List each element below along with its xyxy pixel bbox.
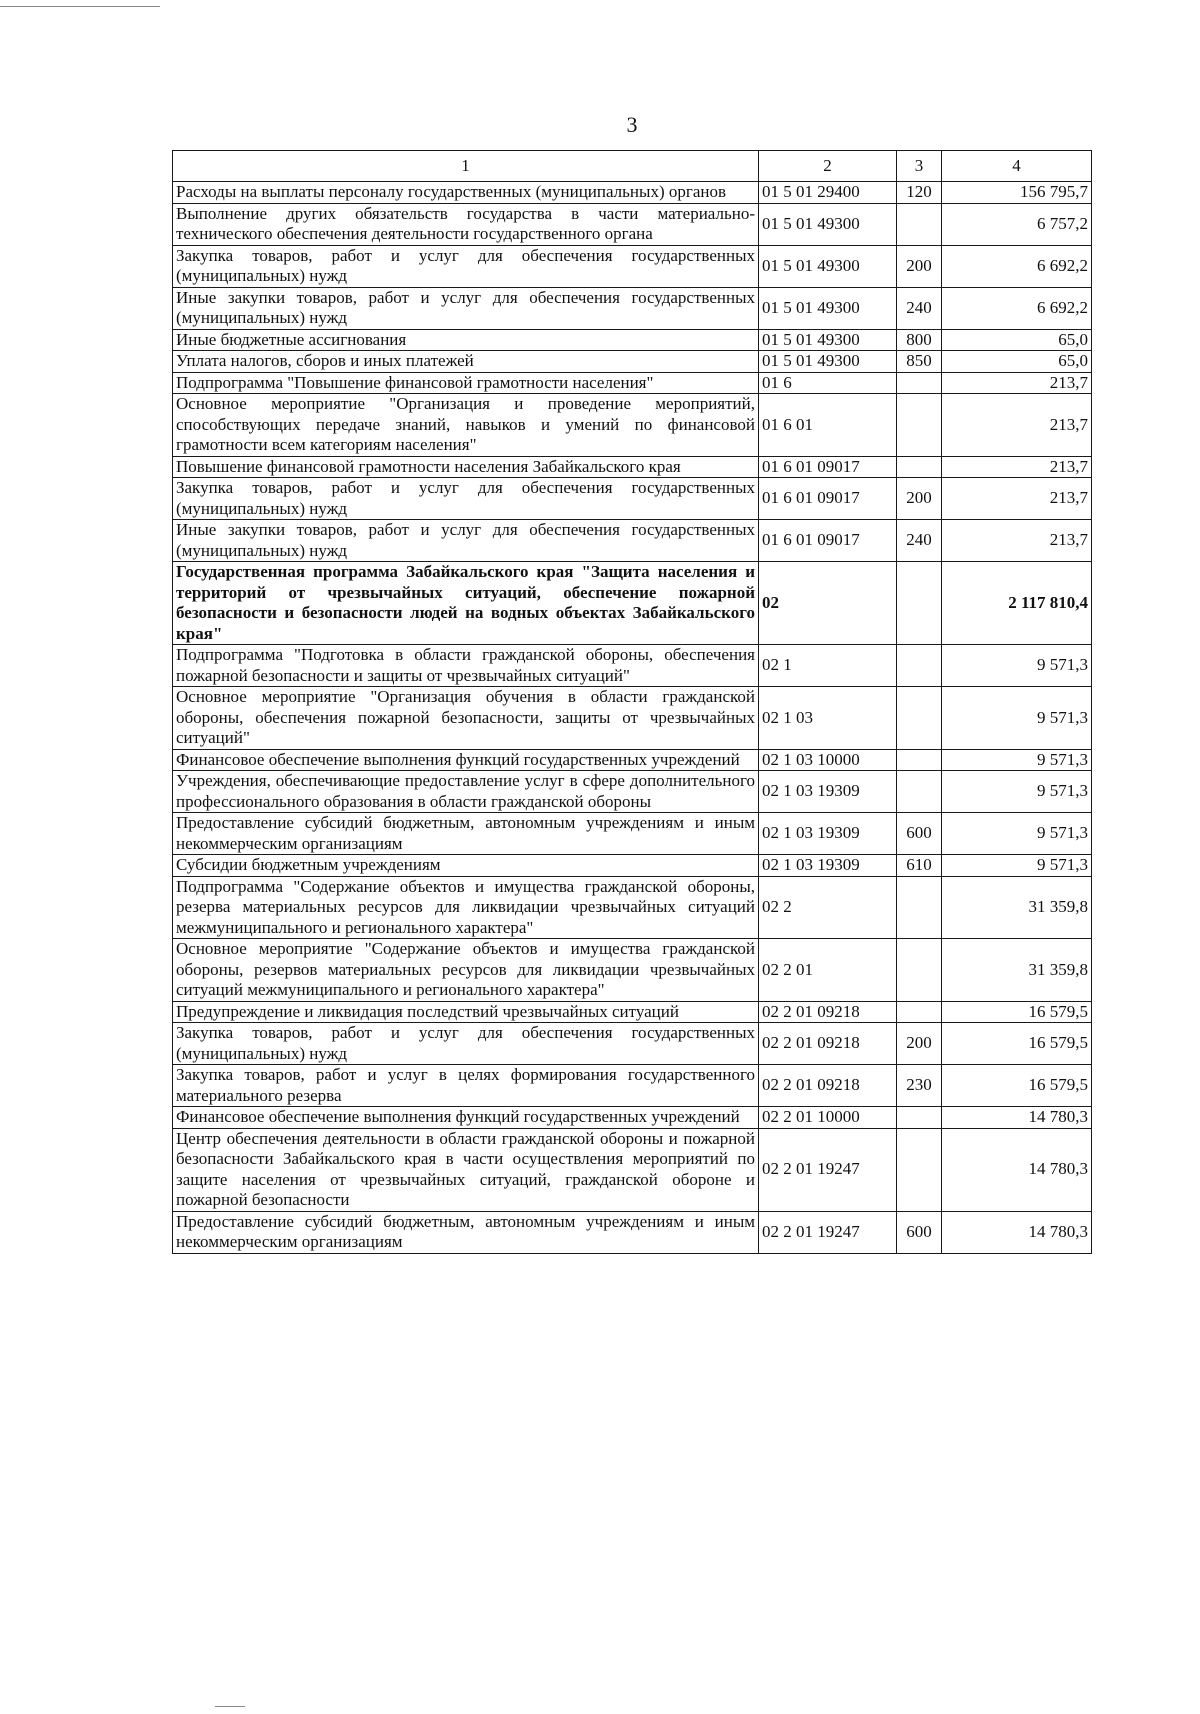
row-code-cell: 02 1	[759, 645, 897, 687]
table-row	[173, 520, 1092, 562]
row-name-cell: Закупка товаров, работ и услуг для обеспечения государственных (муниципальных) нужд	[173, 245, 759, 287]
row-amount-cell: 6 757,2	[942, 203, 1092, 245]
row-expense-type-cell: 600	[897, 1211, 942, 1253]
row-code-cell: 01 5 01 49300	[759, 329, 897, 351]
table-row	[173, 939, 1092, 1002]
row-expense-type-cell	[897, 771, 942, 813]
row-amount-cell: 31 359,8	[942, 876, 1092, 939]
row-amount-cell: 31 359,8	[942, 939, 1092, 1002]
row-amount-cell: 9 571,3	[942, 771, 1092, 813]
row-amount-cell: 213,7	[942, 478, 1092, 520]
row-code-cell: 01 6	[759, 372, 897, 394]
row-expense-type-cell: 200	[897, 245, 942, 287]
row-code-cell: 02 2 01 19247	[759, 1128, 897, 1211]
row-code-cell: 02 1 03 19309	[759, 771, 897, 813]
row-amount-cell: 213,7	[942, 456, 1092, 478]
row-code-cell: 01 6 01 09017	[759, 456, 897, 478]
row-name-cell: Учреждения, обеспечивающие предоставление услуг в сфере дополнительного профессионального образования в области гражданской обороны	[173, 771, 759, 813]
row-name-cell: Субсидии бюджетным учреждениям	[173, 855, 759, 877]
header-cell: 3	[897, 151, 942, 182]
table-row	[173, 687, 1092, 750]
row-name-cell: Иные закупки товаров, работ и услуг для обеспечения государственных (муниципальных) нужд	[173, 287, 759, 329]
row-name-cell: Закупка товаров, работ и услуг для обеспечения государственных (муниципальных) нужд	[173, 1023, 759, 1065]
row-code-cell: 01 5 01 49300	[759, 351, 897, 373]
row-name-cell: Подпрограмма "Содержание объектов и имущества гражданской обороны, резерва материальных ресурсов для ликвидации чрезвычайных ситуаций межмуниципального и регионального характера"	[173, 876, 759, 939]
row-expense-type-cell: 120	[897, 182, 942, 204]
row-name-cell: Основное мероприятие "Организация обучения в области гражданской обороны, обеспечения пожарной безопасности, защиты от чрезвычайных ситуаций"	[173, 687, 759, 750]
row-code-cell: 01 5 01 49300	[759, 203, 897, 245]
row-expense-type-cell	[897, 456, 942, 478]
table-row	[173, 182, 1092, 204]
row-code-cell: 01 5 01 49300	[759, 287, 897, 329]
table-row	[173, 1128, 1092, 1211]
row-amount-cell: 65,0	[942, 351, 1092, 373]
row-expense-type-cell: 240	[897, 287, 942, 329]
row-amount-cell: 9 571,3	[942, 645, 1092, 687]
row-code-cell: 02 1 03 19309	[759, 855, 897, 877]
row-name-cell: Предоставление субсидий бюджетным, автономным учреждениям и иным некоммерческим организациям	[173, 1211, 759, 1253]
table-row	[173, 329, 1092, 351]
row-code-cell: 01 5 01 49300	[759, 245, 897, 287]
table-row	[173, 813, 1092, 855]
row-expense-type-cell: 800	[897, 329, 942, 351]
table-row	[173, 562, 1092, 645]
row-expense-type-cell	[897, 1001, 942, 1023]
row-expense-type-cell	[897, 562, 942, 645]
row-code-cell: 02 1 03	[759, 687, 897, 750]
row-amount-cell: 14 780,3	[942, 1107, 1092, 1129]
row-code-cell: 01 6 01 09017	[759, 478, 897, 520]
row-amount-cell: 9 571,3	[942, 687, 1092, 750]
table-header-row	[173, 151, 1092, 182]
row-code-cell: 02 2 01 09218	[759, 1065, 897, 1107]
row-code-cell: 02 2	[759, 876, 897, 939]
row-expense-type-cell	[897, 645, 942, 687]
row-code-cell: 02 2 01 19247	[759, 1211, 897, 1253]
table-row	[173, 1065, 1092, 1107]
page-number: 3	[626, 112, 638, 137]
table-row	[173, 203, 1092, 245]
table-row	[173, 1001, 1092, 1023]
row-expense-type-cell	[897, 1128, 942, 1211]
row-code-cell: 02	[759, 562, 897, 645]
row-expense-type-cell: 230	[897, 1065, 942, 1107]
row-code-cell: 02 1 03 10000	[759, 749, 897, 771]
row-expense-type-cell	[897, 687, 942, 750]
row-amount-cell: 9 571,3	[942, 855, 1092, 877]
row-code-cell: 01 6 01 09017	[759, 520, 897, 562]
row-expense-type-cell	[897, 939, 942, 1002]
table-row	[173, 287, 1092, 329]
row-name-cell: Государственная программа Забайкальского края "Защита населения и территорий от чрезвычайных ситуаций, обеспечение пожарной безопасности и безопасности людей на водных объектах Забайкальского края"	[173, 562, 759, 645]
row-amount-cell: 213,7	[942, 520, 1092, 562]
table-row	[173, 855, 1092, 877]
table-row	[173, 1211, 1092, 1253]
scan-artifact-top	[0, 6, 160, 7]
table-row	[173, 456, 1092, 478]
row-expense-type-cell: 240	[897, 520, 942, 562]
row-code-cell: 02 2 01 09218	[759, 1001, 897, 1023]
row-name-cell: Основное мероприятие "Содержание объектов и имущества гражданской обороны, резервов материальных ресурсов для ликвидации чрезвычайных ситуаций межмуниципального и регионального характера"	[173, 939, 759, 1002]
row-code-cell: 02 2 01 09218	[759, 1023, 897, 1065]
row-expense-type-cell: 200	[897, 1023, 942, 1065]
header-cell: 2	[759, 151, 897, 182]
row-amount-cell: 16 579,5	[942, 1065, 1092, 1107]
table-row	[173, 351, 1092, 373]
row-amount-cell: 213,7	[942, 394, 1092, 457]
row-expense-type-cell: 850	[897, 351, 942, 373]
row-expense-type-cell	[897, 394, 942, 457]
row-code-cell: 01 6 01	[759, 394, 897, 457]
table-row	[173, 749, 1092, 771]
row-name-cell: Финансовое обеспечение выполнения функций государственных учреждений	[173, 1107, 759, 1129]
row-amount-cell: 9 571,3	[942, 813, 1092, 855]
row-name-cell: Основное мероприятие "Организация и проведение мероприятий, способствующих передаче знаний, навыков и умений по финансовой грамотности всем категориям населения"	[173, 394, 759, 457]
table-row	[173, 245, 1092, 287]
row-expense-type-cell	[897, 372, 942, 394]
row-amount-cell: 2 117 810,4	[942, 562, 1092, 645]
row-name-cell: Центр обеспечения деятельности в области гражданской обороны и пожарной безопасности Забайкальского края в части осуществления мероприятий по защите населения от чрезвычайных ситуаций, гражданской обороне и пожарной безопасности	[173, 1128, 759, 1211]
row-amount-cell: 6 692,2	[942, 287, 1092, 329]
row-amount-cell: 213,7	[942, 372, 1092, 394]
row-name-cell: Иные бюджетные ассигнования	[173, 329, 759, 351]
row-amount-cell: 65,0	[942, 329, 1092, 351]
table-row	[173, 645, 1092, 687]
row-name-cell: Расходы на выплаты персоналу государственных (муниципальных) органов	[173, 182, 759, 204]
row-name-cell: Уплата налогов, сборов и иных платежей	[173, 351, 759, 373]
row-name-cell: Закупка товаров, работ и услуг для обеспечения государственных (муниципальных) нужд	[173, 478, 759, 520]
budget-table	[172, 150, 1092, 1254]
row-name-cell: Подпрограмма "Повышение финансовой грамотности населения"	[173, 372, 759, 394]
row-expense-type-cell	[897, 876, 942, 939]
row-name-cell: Закупка товаров, работ и услуг в целях формирования государственного материального резерва	[173, 1065, 759, 1107]
row-amount-cell: 16 579,5	[942, 1001, 1092, 1023]
header-cell: 4	[942, 151, 1092, 182]
row-name-cell: Иные закупки товаров, работ и услуг для обеспечения государственных (муниципальных) нужд	[173, 520, 759, 562]
row-code-cell: 02 1 03 19309	[759, 813, 897, 855]
row-name-cell: Выполнение других обязательств государства в части материально-технического обеспечения деятельности государственного органа	[173, 203, 759, 245]
row-name-cell: Предупреждение и ликвидация последствий чрезвычайных ситуаций	[173, 1001, 759, 1023]
row-amount-cell: 156 795,7	[942, 182, 1092, 204]
row-amount-cell: 14 780,3	[942, 1128, 1092, 1211]
row-amount-cell: 14 780,3	[942, 1211, 1092, 1253]
table-row	[173, 372, 1092, 394]
row-name-cell: Финансовое обеспечение выполнения функций государственных учреждений	[173, 749, 759, 771]
row-amount-cell: 6 692,2	[942, 245, 1092, 287]
row-expense-type-cell: 600	[897, 813, 942, 855]
scan-artifact-bottom	[215, 1706, 245, 1707]
table-row	[173, 1023, 1092, 1065]
table-row	[173, 478, 1092, 520]
row-amount-cell: 9 571,3	[942, 749, 1092, 771]
row-expense-type-cell: 200	[897, 478, 942, 520]
row-name-cell: Подпрограмма "Подготовка в области гражданской обороны, обеспечения пожарной безопасности и защиты от чрезвычайных ситуаций"	[173, 645, 759, 687]
row-expense-type-cell	[897, 1107, 942, 1129]
row-code-cell: 02 2 01 10000	[759, 1107, 897, 1129]
header-cell: 1	[173, 151, 759, 182]
row-expense-type-cell	[897, 749, 942, 771]
row-amount-cell: 16 579,5	[942, 1023, 1092, 1065]
row-code-cell: 01 5 01 29400	[759, 182, 897, 204]
table-row	[173, 876, 1092, 939]
table-row	[173, 771, 1092, 813]
row-code-cell: 02 2 01	[759, 939, 897, 1002]
table-row	[173, 394, 1092, 457]
row-name-cell: Предоставление субсидий бюджетным, автономным учреждениям и иным некоммерческим организациям	[173, 813, 759, 855]
row-name-cell: Повышение финансовой грамотности населения Забайкальского края	[173, 456, 759, 478]
table-row	[173, 1107, 1092, 1129]
row-expense-type-cell: 610	[897, 855, 942, 877]
row-expense-type-cell	[897, 203, 942, 245]
